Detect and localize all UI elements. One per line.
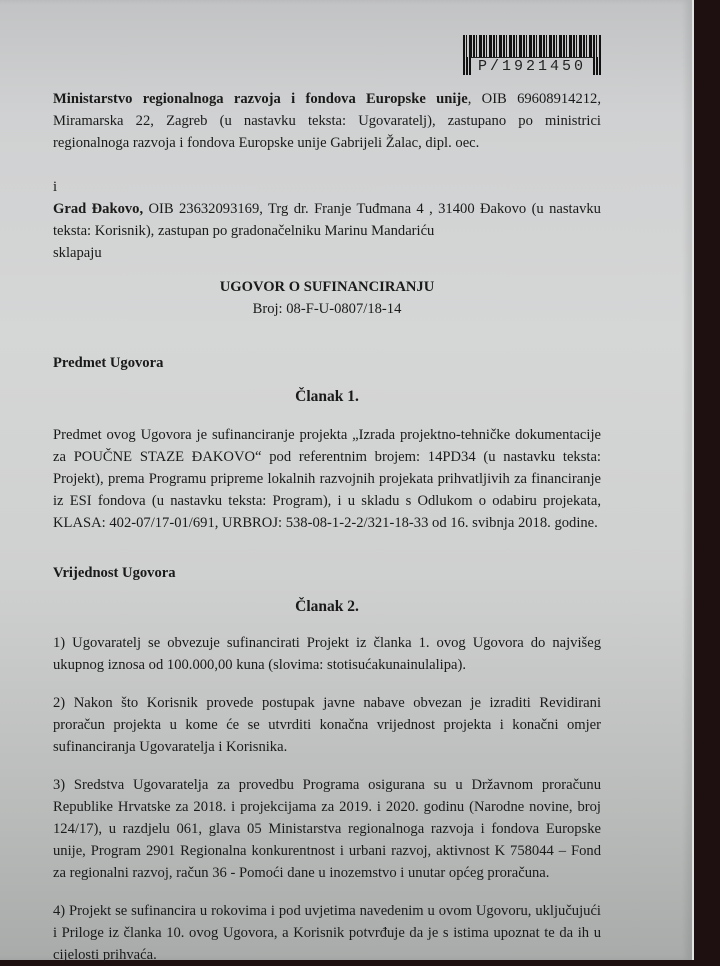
party-2 <box>53 198 601 242</box>
barcode-bars <box>463 35 601 57</box>
barcode-number: P/1921450 <box>471 57 593 75</box>
party-1 <box>53 88 601 154</box>
article-2-para-2: 2) Nakon što Korisnik provede postupak javne nabave obvezan je izraditi Revidirani proračun projekta u kome će se utvrditi konačna vrijednost projekta i konačni omjer sufinanciranja Ugovaratelja i Korisnika. <box>53 695 601 755</box>
party-1-details: , OIB 69608914212, Miramarska 22, Zagreb (u nastavku teksta: Ugovaratelj), zastupano po ministrici regionalnoga razvoja i fondova Europske unije Gabrijeli Žalac, dipl. oec. <box>53 91 601 151</box>
party-2-details: OIB 23632093169, Trg dr. Franje Tuđmana 4 , 31400 Đakovo (u nastavku teksta: Korisnik), zastupan po gradonačelniku Marinu Mandariću <box>53 201 601 239</box>
barcode <box>463 35 601 75</box>
article-2-para-4: 4) Projekt se sufinancira u rokovima i pod uvjetima navedenim u ovom Ugovoru, uključujući i Priloge iz članka 10. ovog Ugovora, a Korisnik potvrđuje da je s istima upoznat te da ih u cijelosti prihvaća. <box>53 903 601 963</box>
agreement-verb: sklapaju <box>53 245 102 261</box>
article-1-title: Članak 1. <box>295 388 359 405</box>
article-1-text: Predmet ovog Ugovora je sufinanciranje projekta „Izrada projektno-tehničke dokumentacije za POUČNE STAZE ĐAKOVO“ pod referentnim brojem: 14PD34 (u nastavku teksta: Projekt), prema Programu pripreme lokalnih razvojnih projekata prihvatljivih za financiranje iz ESI fondova (u nastavku teksta: Program), i u skladu s Odlukom o odabiru projekata, KLASA: 402-07/17-01/691, URBROJ: 538-08-1-2-2/321-18-33 od 16. svibnja 2018. godine. <box>53 427 601 531</box>
conjunction: i <box>53 179 58 195</box>
article-2-title: Članak 2. <box>295 598 359 615</box>
party-2-name: Grad Đakovo, <box>53 201 144 217</box>
article-2-para-3: 3) Sredstva Ugovaratelja za provedbu Programa osigurana su u Državnom proračunu Republike Hrvatske za 2018. i projekcijama za 2019. i 2020. godinu (Narodne novine, broj 124/17), u razdjelu 061, glava 05 Ministarstva regionalnoga razvoja i fondova Europske unije, Program 2901 Regionalna konkurentnost i urbani razvoj, aktivnost K 758044 – Fond za regionalni razvoj, račun 36 - Pomoći dane u inozemstvo i unutar općeg proračuna. <box>53 777 601 881</box>
article-2-para-1: 1) Ugovaratelj se obvezuje sufinancirati Projekt iz članka 1. ovog Ugovora do najvišeg ukupnog iznosa od 100.000,00 kuna (slovima: stotisućakunainulalipa). <box>53 635 601 673</box>
document-title: UGOVOR O SUFINANCIRANJU <box>219 279 435 295</box>
document-number: Broj: 08-F-U-0807/18-14 <box>252 301 402 317</box>
section-heading-value: Vrijednost Ugovora <box>53 565 176 581</box>
document-body <box>53 88 601 966</box>
party-1-name: Ministarstvo regionalnoga razvoja i fondova Europske unije <box>53 91 468 107</box>
section-heading-subject: Predmet Ugovora <box>53 355 164 371</box>
